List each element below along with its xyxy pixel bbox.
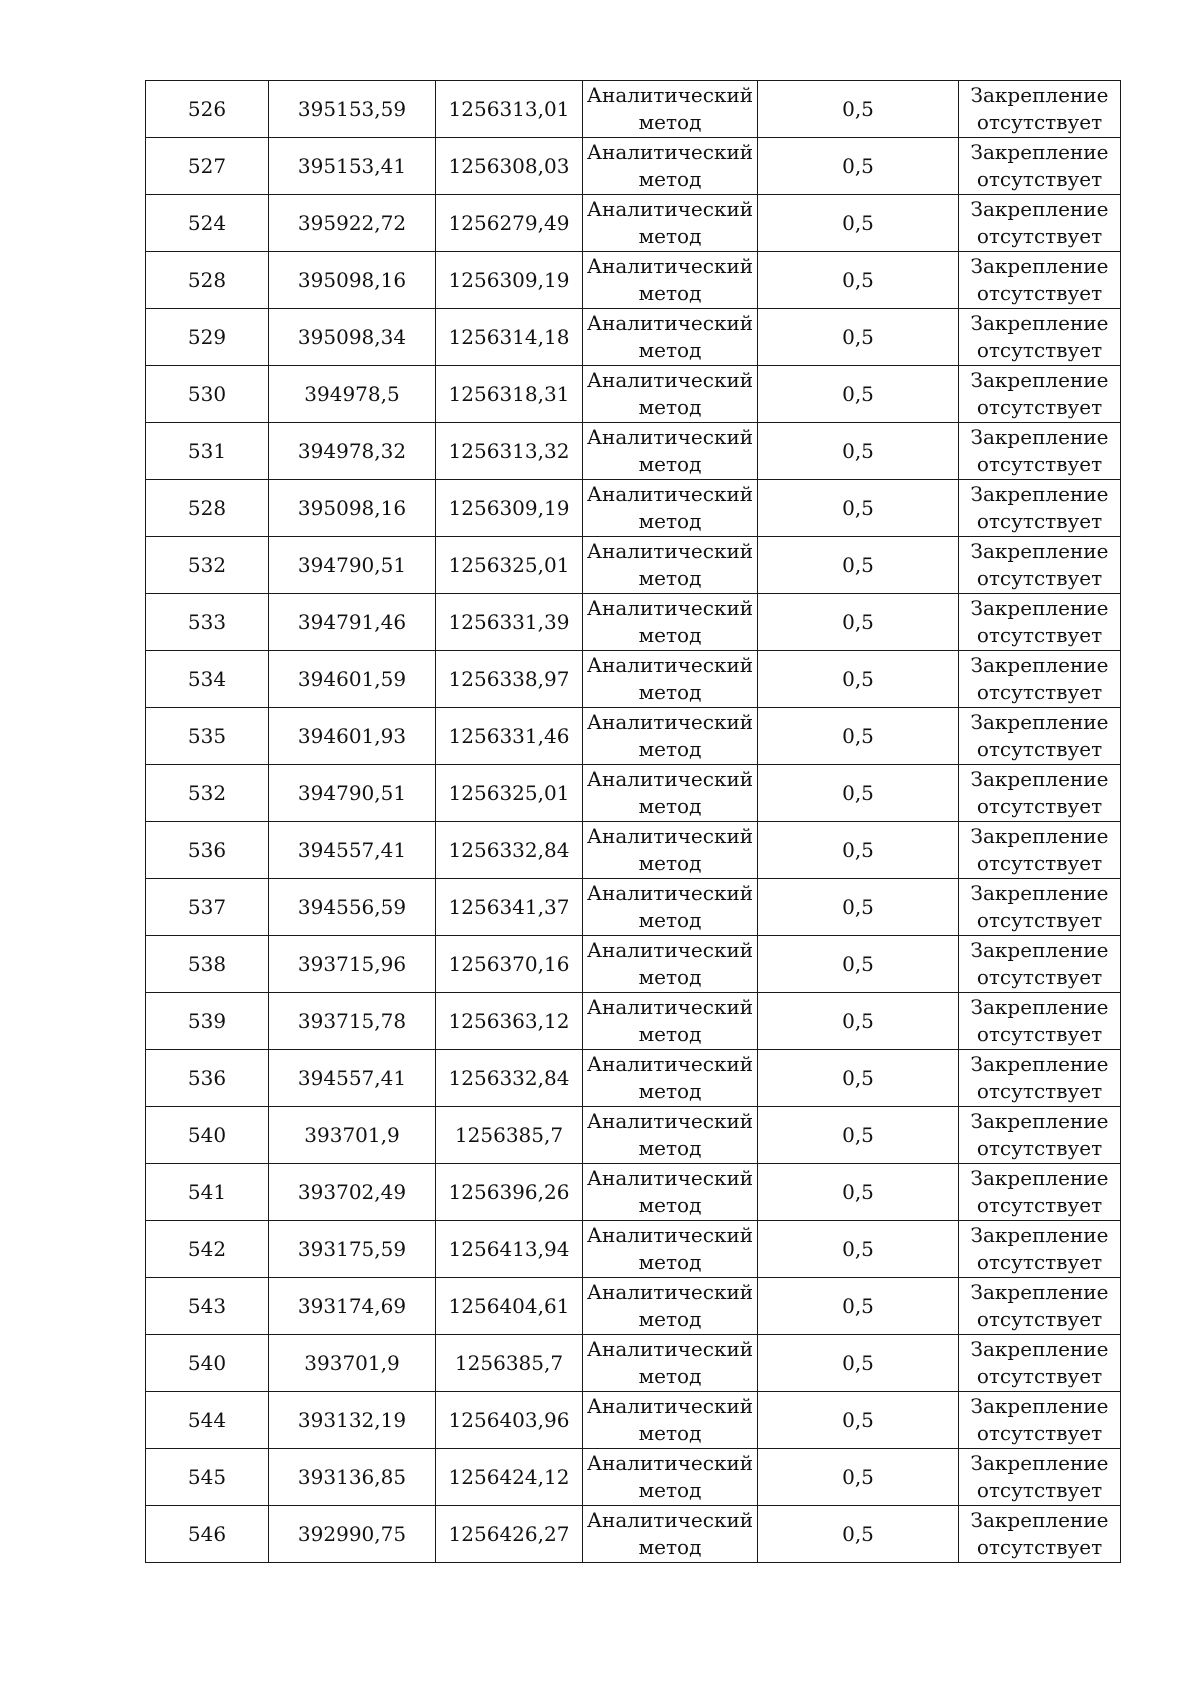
x-cell: 395098,34: [269, 309, 436, 366]
accuracy-cell: 0,5: [758, 309, 959, 366]
method-text-line: метод: [638, 1478, 702, 1502]
table-row: [146, 651, 1121, 708]
point-cell: 546: [146, 1506, 269, 1563]
accuracy-cell: 0,5: [758, 822, 959, 879]
method-text-line: Аналитический: [586, 311, 754, 335]
x-cell: 395922,72: [269, 195, 436, 252]
x-cell: 393175,59: [269, 1221, 436, 1278]
method-cell: [583, 822, 758, 879]
accuracy-cell: 0,5: [758, 138, 959, 195]
x-cell: 394790,51: [269, 765, 436, 822]
point-cell: 532: [146, 537, 269, 594]
method-text-line: Аналитический: [586, 1223, 754, 1247]
fixation-text-line: отсутствует: [976, 737, 1103, 761]
x-cell: 395098,16: [269, 252, 436, 309]
x-cell: 394978,5: [269, 366, 436, 423]
method-text-line: метод: [638, 1079, 702, 1103]
fixation-cell: [959, 651, 1121, 708]
point-cell: 524: [146, 195, 269, 252]
table-row: [146, 366, 1121, 423]
fixation-cell: [959, 594, 1121, 651]
accuracy-cell: 0,5: [758, 1278, 959, 1335]
table-row: [146, 1392, 1121, 1449]
method-text-line: Аналитический: [586, 1052, 754, 1076]
accuracy-cell: 0,5: [758, 480, 959, 537]
table-row: [146, 708, 1121, 765]
fixation-text-line: отсутствует: [976, 1193, 1103, 1217]
fixation-text-line: Закрепление: [970, 140, 1109, 164]
method-cell: [583, 1506, 758, 1563]
fixation-text-line: Закрепление: [970, 254, 1109, 278]
table-row: [146, 423, 1121, 480]
accuracy-cell: 0,5: [758, 1164, 959, 1221]
method-text-line: метод: [638, 1136, 702, 1160]
x-cell: 394556,59: [269, 879, 436, 936]
coordinates-table-body: [146, 81, 1121, 1563]
x-cell: 395153,59: [269, 81, 436, 138]
method-cell: [583, 1164, 758, 1221]
method-text-line: метод: [638, 1193, 702, 1217]
fixation-text-line: отсутствует: [976, 965, 1103, 989]
fixation-text-line: отсутствует: [976, 1535, 1103, 1559]
fixation-cell: [959, 1164, 1121, 1221]
table-row: [146, 765, 1121, 822]
point-cell: 533: [146, 594, 269, 651]
method-cell: [583, 1050, 758, 1107]
method-text-line: метод: [638, 737, 702, 761]
method-text-line: Аналитический: [586, 1508, 754, 1532]
fixation-cell: [959, 1449, 1121, 1506]
method-text-line: метод: [638, 1535, 702, 1559]
y-cell: 1256279,49: [436, 195, 583, 252]
x-cell: 394978,32: [269, 423, 436, 480]
table-row: [146, 1050, 1121, 1107]
point-cell: 536: [146, 1050, 269, 1107]
fixation-text-line: отсутствует: [976, 908, 1103, 932]
accuracy-cell: 0,5: [758, 594, 959, 651]
accuracy-cell: 0,5: [758, 1221, 959, 1278]
table-row: [146, 537, 1121, 594]
method-text-line: Аналитический: [586, 767, 754, 791]
fixation-text-line: Закрепление: [970, 368, 1109, 392]
table-row: [146, 480, 1121, 537]
point-cell: 540: [146, 1107, 269, 1164]
table-row: [146, 81, 1121, 138]
fixation-text-line: Закрепление: [970, 596, 1109, 620]
fixation-text-line: Закрепление: [970, 197, 1109, 221]
fixation-text-line: Закрепление: [970, 311, 1109, 335]
point-cell: 539: [146, 993, 269, 1050]
fixation-text-line: отсутствует: [976, 452, 1103, 476]
accuracy-cell: 0,5: [758, 936, 959, 993]
fixation-cell: [959, 1278, 1121, 1335]
fixation-cell: [959, 708, 1121, 765]
point-cell: 534: [146, 651, 269, 708]
y-cell: 1256338,97: [436, 651, 583, 708]
method-cell: [583, 993, 758, 1050]
fixation-text-line: Закрепление: [970, 1280, 1109, 1304]
y-cell: 1256426,27: [436, 1506, 583, 1563]
y-cell: 1256313,32: [436, 423, 583, 480]
y-cell: 1256331,39: [436, 594, 583, 651]
table-row: [146, 1107, 1121, 1164]
fixation-text-line: отсутствует: [976, 338, 1103, 362]
method-text-line: Аналитический: [586, 1166, 754, 1190]
fixation-text-line: отсутствует: [976, 1022, 1103, 1046]
accuracy-cell: 0,5: [758, 651, 959, 708]
fixation-cell: [959, 1050, 1121, 1107]
fixation-text-line: Закрепление: [970, 1223, 1109, 1247]
accuracy-cell: 0,5: [758, 1506, 959, 1563]
point-cell: 532: [146, 765, 269, 822]
point-cell: 543: [146, 1278, 269, 1335]
point-cell: 541: [146, 1164, 269, 1221]
fixation-text-line: отсутствует: [976, 224, 1103, 248]
method-cell: [583, 708, 758, 765]
fixation-cell: [959, 822, 1121, 879]
table-row: [146, 1221, 1121, 1278]
method-text-line: Аналитический: [586, 368, 754, 392]
method-cell: [583, 765, 758, 822]
fixation-text-line: отсутствует: [976, 680, 1103, 704]
table-row: [146, 993, 1121, 1050]
fixation-text-line: Закрепление: [970, 710, 1109, 734]
fixation-text-line: отсутствует: [976, 1250, 1103, 1274]
y-cell: 1256385,7: [436, 1107, 583, 1164]
method-text-line: Аналитический: [586, 653, 754, 677]
method-text-line: Аналитический: [586, 1109, 754, 1133]
accuracy-cell: 0,5: [758, 1392, 959, 1449]
table-row: [146, 594, 1121, 651]
fixation-text-line: Закрепление: [970, 1451, 1109, 1475]
method-text-line: Аналитический: [586, 596, 754, 620]
method-cell: [583, 423, 758, 480]
method-text-line: метод: [638, 338, 702, 362]
fixation-text-line: Закрепление: [970, 1166, 1109, 1190]
accuracy-cell: 0,5: [758, 1335, 959, 1392]
table-row: [146, 195, 1121, 252]
fixation-text-line: отсутствует: [976, 1079, 1103, 1103]
x-cell: 393715,78: [269, 993, 436, 1050]
y-cell: 1256318,31: [436, 366, 583, 423]
y-cell: 1256331,46: [436, 708, 583, 765]
method-text-line: метод: [638, 680, 702, 704]
method-text-line: метод: [638, 851, 702, 875]
accuracy-cell: 0,5: [758, 879, 959, 936]
fixation-cell: [959, 480, 1121, 537]
method-cell: [583, 1221, 758, 1278]
accuracy-cell: 0,5: [758, 993, 959, 1050]
method-cell: [583, 879, 758, 936]
y-cell: 1256370,16: [436, 936, 583, 993]
table-row: [146, 1164, 1121, 1221]
fixation-text-line: отсутствует: [976, 1364, 1103, 1388]
fixation-cell: [959, 1392, 1121, 1449]
method-text-line: Аналитический: [586, 824, 754, 848]
x-cell: 395098,16: [269, 480, 436, 537]
y-cell: 1256341,37: [436, 879, 583, 936]
fixation-cell: [959, 81, 1121, 138]
fixation-text-line: Закрепление: [970, 938, 1109, 962]
fixation-cell: [959, 1107, 1121, 1164]
fixation-cell: [959, 195, 1121, 252]
method-cell: [583, 1107, 758, 1164]
method-text-line: метод: [638, 224, 702, 248]
method-text-line: Аналитический: [586, 83, 754, 107]
table-row: [146, 138, 1121, 195]
x-cell: 394601,93: [269, 708, 436, 765]
fixation-text-line: Закрепление: [970, 653, 1109, 677]
fixation-cell: [959, 366, 1121, 423]
accuracy-cell: 0,5: [758, 1449, 959, 1506]
fixation-text-line: отсутствует: [976, 1136, 1103, 1160]
x-cell: 394557,41: [269, 822, 436, 879]
method-text-line: метод: [638, 1421, 702, 1445]
fixation-cell: [959, 1335, 1121, 1392]
accuracy-cell: 0,5: [758, 1050, 959, 1107]
method-text-line: метод: [638, 395, 702, 419]
table-row: [146, 879, 1121, 936]
point-cell: 528: [146, 480, 269, 537]
x-cell: 393132,19: [269, 1392, 436, 1449]
y-cell: 1256325,01: [436, 537, 583, 594]
y-cell: 1256385,7: [436, 1335, 583, 1392]
fixation-text-line: отсутствует: [976, 1307, 1103, 1331]
point-cell: 545: [146, 1449, 269, 1506]
method-text-line: Аналитический: [586, 539, 754, 563]
x-cell: 393701,9: [269, 1335, 436, 1392]
fixation-text-line: отсутствует: [976, 623, 1103, 647]
y-cell: 1256363,12: [436, 993, 583, 1050]
method-text-line: метод: [638, 110, 702, 134]
point-cell: 540: [146, 1335, 269, 1392]
x-cell: 394790,51: [269, 537, 436, 594]
fixation-cell: [959, 1221, 1121, 1278]
point-cell: 542: [146, 1221, 269, 1278]
point-cell: 537: [146, 879, 269, 936]
method-text-line: метод: [638, 623, 702, 647]
method-text-line: метод: [638, 908, 702, 932]
y-cell: 1256413,94: [436, 1221, 583, 1278]
method-cell: [583, 138, 758, 195]
method-cell: [583, 594, 758, 651]
method-cell: [583, 81, 758, 138]
accuracy-cell: 0,5: [758, 366, 959, 423]
fixation-text-line: отсутствует: [976, 281, 1103, 305]
table-row: [146, 822, 1121, 879]
method-cell: [583, 651, 758, 708]
y-cell: 1256313,01: [436, 81, 583, 138]
method-cell: [583, 537, 758, 594]
table-row: [146, 1278, 1121, 1335]
fixation-text-line: Закрепление: [970, 1052, 1109, 1076]
accuracy-cell: 0,5: [758, 765, 959, 822]
fixation-text-line: Закрепление: [970, 539, 1109, 563]
fixation-cell: [959, 936, 1121, 993]
accuracy-cell: 0,5: [758, 537, 959, 594]
method-cell: [583, 1392, 758, 1449]
point-cell: 529: [146, 309, 269, 366]
y-cell: 1256332,84: [436, 1050, 583, 1107]
table-row: [146, 309, 1121, 366]
x-cell: 393715,96: [269, 936, 436, 993]
method-cell: [583, 366, 758, 423]
method-text-line: метод: [638, 566, 702, 590]
method-cell: [583, 1335, 758, 1392]
method-text-line: Аналитический: [586, 938, 754, 962]
method-text-line: метод: [638, 452, 702, 476]
method-cell: [583, 480, 758, 537]
y-cell: 1256308,03: [436, 138, 583, 195]
x-cell: 393702,49: [269, 1164, 436, 1221]
method-text-line: метод: [638, 509, 702, 533]
fixation-text-line: Закрепление: [970, 767, 1109, 791]
method-text-line: Аналитический: [586, 1337, 754, 1361]
point-cell: 531: [146, 423, 269, 480]
y-cell: 1256403,96: [436, 1392, 583, 1449]
fixation-text-line: Закрепление: [970, 881, 1109, 905]
fixation-text-line: отсутствует: [976, 794, 1103, 818]
fixation-text-line: Закрепление: [970, 995, 1109, 1019]
method-text-line: метод: [638, 1022, 702, 1046]
point-cell: 530: [146, 366, 269, 423]
method-text-line: Аналитический: [586, 995, 754, 1019]
x-cell: 394601,59: [269, 651, 436, 708]
fixation-cell: [959, 309, 1121, 366]
fixation-text-line: отсутствует: [976, 566, 1103, 590]
point-cell: 528: [146, 252, 269, 309]
fixation-cell: [959, 252, 1121, 309]
fixation-text-line: Закрепление: [970, 824, 1109, 848]
method-cell: [583, 1449, 758, 1506]
method-text-line: Аналитический: [586, 425, 754, 449]
method-text-line: Аналитический: [586, 1394, 754, 1418]
fixation-text-line: отсутствует: [976, 851, 1103, 875]
fixation-text-line: отсутствует: [976, 1478, 1103, 1502]
fixation-text-line: Закрепление: [970, 1109, 1109, 1133]
y-cell: 1256309,19: [436, 252, 583, 309]
table-row: [146, 1506, 1121, 1563]
fixation-text-line: Закрепление: [970, 1337, 1109, 1361]
fixation-text-line: отсутствует: [976, 167, 1103, 191]
y-cell: 1256314,18: [436, 309, 583, 366]
fixation-cell: [959, 423, 1121, 480]
point-cell: 538: [146, 936, 269, 993]
x-cell: 394557,41: [269, 1050, 436, 1107]
table-row: [146, 252, 1121, 309]
fixation-cell: [959, 765, 1121, 822]
method-text-line: метод: [638, 167, 702, 191]
x-cell: 395153,41: [269, 138, 436, 195]
table-row: [146, 936, 1121, 993]
fixation-text-line: Закрепление: [970, 425, 1109, 449]
point-cell: 535: [146, 708, 269, 765]
x-cell: 392990,75: [269, 1506, 436, 1563]
fixation-cell: [959, 1506, 1121, 1563]
method-text-line: метод: [638, 281, 702, 305]
y-cell: 1256332,84: [436, 822, 583, 879]
fixation-text-line: Закрепление: [970, 482, 1109, 506]
method-text-line: Аналитический: [586, 254, 754, 278]
accuracy-cell: 0,5: [758, 81, 959, 138]
accuracy-cell: 0,5: [758, 423, 959, 480]
x-cell: 393701,9: [269, 1107, 436, 1164]
accuracy-cell: 0,5: [758, 252, 959, 309]
fixation-cell: [959, 138, 1121, 195]
table-row: [146, 1335, 1121, 1392]
y-cell: 1256396,26: [436, 1164, 583, 1221]
fixation-text-line: Закрепление: [970, 1508, 1109, 1532]
method-text-line: Аналитический: [586, 482, 754, 506]
method-text-line: Аналитический: [586, 197, 754, 221]
x-cell: 393174,69: [269, 1278, 436, 1335]
method-text-line: Аналитический: [586, 1451, 754, 1475]
fixation-text-line: отсутствует: [976, 509, 1103, 533]
fixation-cell: [959, 993, 1121, 1050]
point-cell: 527: [146, 138, 269, 195]
accuracy-cell: 0,5: [758, 708, 959, 765]
fixation-text-line: отсутствует: [976, 395, 1103, 419]
method-cell: [583, 195, 758, 252]
method-text-line: Аналитический: [586, 140, 754, 164]
accuracy-cell: 0,5: [758, 1107, 959, 1164]
method-text-line: метод: [638, 794, 702, 818]
fixation-text-line: отсутствует: [976, 110, 1103, 134]
point-cell: 536: [146, 822, 269, 879]
method-text-line: метод: [638, 965, 702, 989]
y-cell: 1256424,12: [436, 1449, 583, 1506]
accuracy-cell: 0,5: [758, 195, 959, 252]
method-cell: [583, 936, 758, 993]
fixation-text-line: Закрепление: [970, 83, 1109, 107]
method-cell: [583, 252, 758, 309]
method-text-line: Аналитический: [586, 1280, 754, 1304]
method-cell: [583, 309, 758, 366]
y-cell: 1256325,01: [436, 765, 583, 822]
x-cell: 394791,46: [269, 594, 436, 651]
point-cell: 544: [146, 1392, 269, 1449]
method-text-line: Аналитический: [586, 881, 754, 905]
table-row: [146, 1449, 1121, 1506]
method-text-line: метод: [638, 1250, 702, 1274]
x-cell: 393136,85: [269, 1449, 436, 1506]
coordinates-table: [145, 80, 1121, 1563]
fixation-cell: [959, 537, 1121, 594]
fixation-text-line: отсутствует: [976, 1421, 1103, 1445]
method-text-line: Аналитический: [586, 710, 754, 734]
fixation-text-line: Закрепление: [970, 1394, 1109, 1418]
fixation-cell: [959, 879, 1121, 936]
y-cell: 1256309,19: [436, 480, 583, 537]
method-text-line: метод: [638, 1307, 702, 1331]
y-cell: 1256404,61: [436, 1278, 583, 1335]
point-cell: 526: [146, 81, 269, 138]
method-text-line: метод: [638, 1364, 702, 1388]
method-cell: [583, 1278, 758, 1335]
